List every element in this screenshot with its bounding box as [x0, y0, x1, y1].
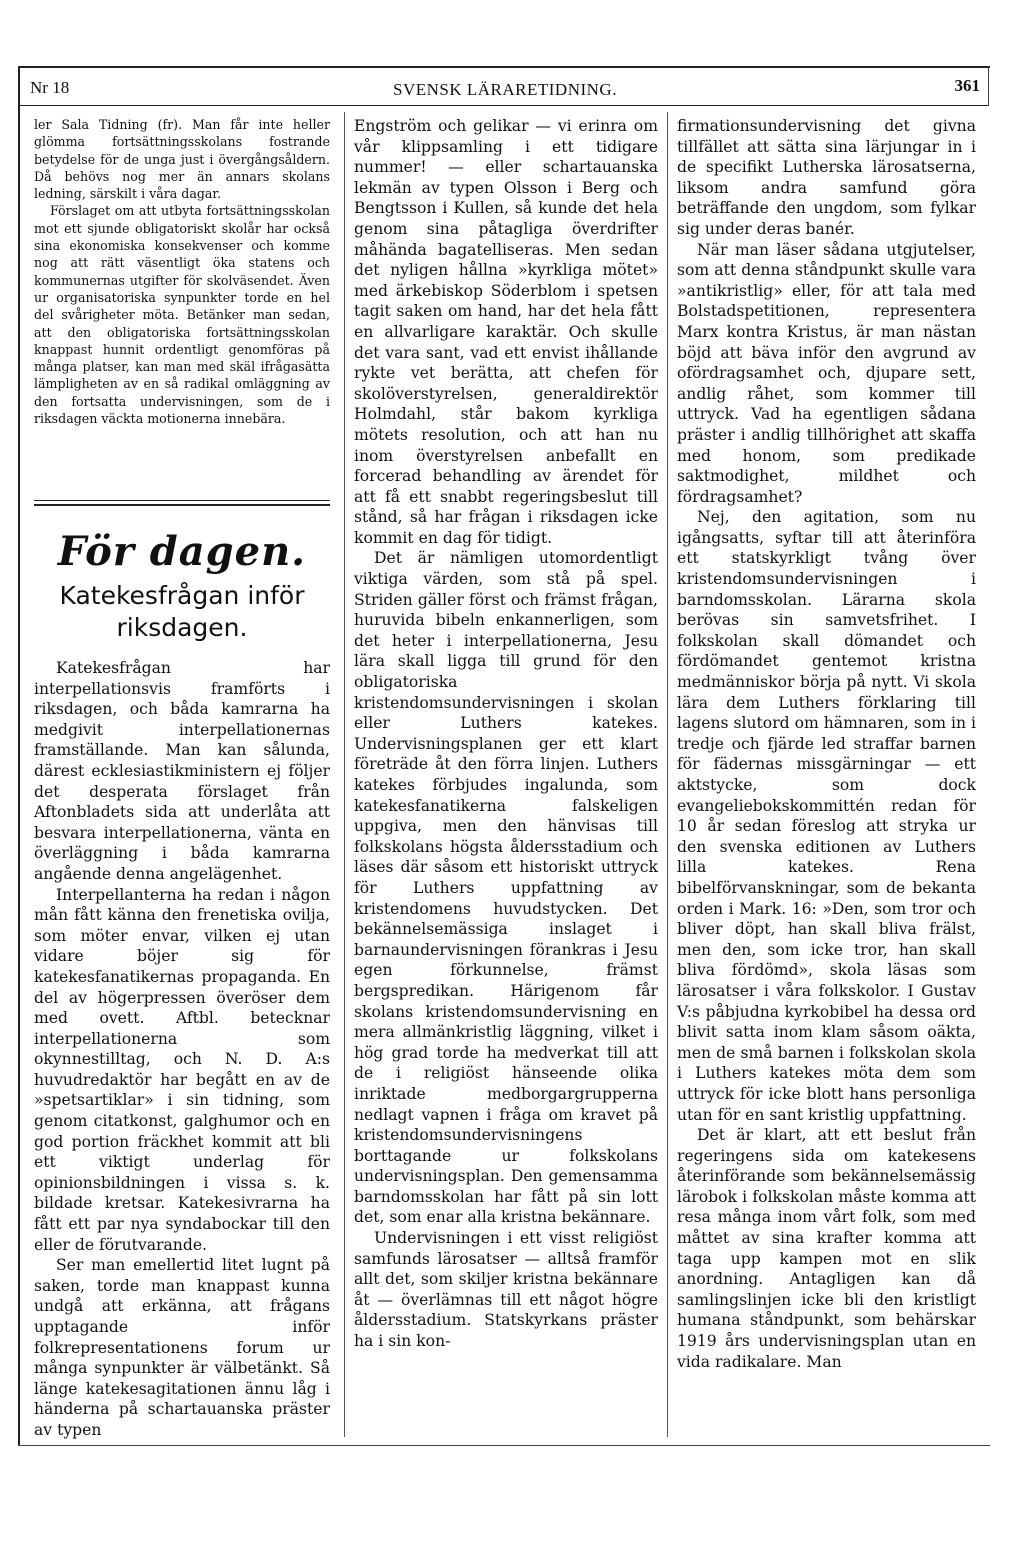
paragraph: Förslaget om att utbyta fortsättningsskolan mot ett sjunde obligatoriskt skolår har också sina ekonomiska konsekvenser och komme nog att rätt väsentligt öka statens och kommunernas utgifter för skolväsendet. Även ur organisatoriska synpunkter torde en hel del svårigheter möta. Betänker man sedan, att den obligatoriska fortsättningsskolan knappast hunnit ordentligt genomföras på många platser, kan man med skäl ifrågasätta lämpligheten av en så radikal omläggning av den fortsatta undervisningen, som de i riksdagen väckta motionerna innebära. [34, 203, 330, 427]
paragraph: Katekesfrågan har interpellationsvis framförts i riksdagen, och båda kamrarna ha medgivit interpellationernas framställande. Man kan sålunda, därest ecklesiastikministern ej följer det desperata förslaget från Aftonbladets sida att underlåta att besvara interpellationerna, vänta en överläggning i båda kamrarna angående denna angelägenhet. [34, 659, 330, 883]
paragraph: När man läser sådana utgjutelser, som att denna ståndpunkt skulle vara »antikristlig» eller, för att tala med Bolstadspetitionen, representera Marx kontra Kristus, är man nästan böjd att bäva inför den avgrund av ofördragsamhet och, djupare sett, andlig råhet, som kommer till uttryck. Vad ha egentligen sådana präster i andlig tillhörighet att skaffa med honom, som predikade saktmodighet, mildhet och fördragsamhet? [677, 240, 976, 506]
section-rule-upper [34, 500, 330, 501]
column-rule-1 [344, 112, 345, 1437]
column-1-body [34, 658, 330, 1441]
column-3 [677, 116, 976, 1372]
running-header [30, 74, 980, 104]
paragraph: ler Sala Tidning (fr). Man får inte heller glömma fortsättningsskolans fostrande betydelse för de unga just i övergångsåldern. Då behövs nog mer än annars skolans ledning, särskilt i våra dagar. [34, 117, 330, 202]
paragraph: Engström och gelikar — vi erinra om vår klippsamling i ett tidigare nummer! — eller schartauanska lekmän av typen Olsson i Berg och Bengtsson i Kullen, så kunde det hela genom sina påtagliga överdrifter måhända bagatelliseras. Men sedan det nyligen hållna »kyrkliga mötet» med ärkebiskop Söderblom i spetsen tagit saken om hand, har det hela fått en allvarligare karaktär. Och skulle det vara sant, vad ett envist ihållande rykte vet berätta, att chefen för skolöverstyrelsen, generaldirektör Holmdahl, står bakom kyrkliga mötets resolution, och att han nu inom överstyrelsen anbefallt en forcerad behandling av ärendet för att få ett snabbt regeringsbeslut till stånd, så har frågan i riksdagen icke kommit en dag för tidigt. [354, 117, 658, 547]
page-frame-bottom [18, 1445, 990, 1446]
issue-number: Nr 18 [30, 78, 70, 97]
column-1-top [34, 116, 330, 427]
page-frame-top [18, 66, 990, 68]
page-frame-left [18, 66, 20, 1446]
paragraph: Det är nämligen utomordentligt viktiga värden, som stå på spel. Striden gäller först och främst frågan, huruvida bibeln enkannerligen, som det heter i interpellationerna, Jesu lära skall ligga till grund för den obligatoriska kristendomsundervisningen i skolan eller Luthers katekes. Undervisningsplanen ger ett klart företräde åt den förra linjen. Luthers katekes förbjudes ingalunda, som katekesfanatikerna falskeligen uppgiva, men den hänvisas till folkskolans högsta åldersstadium och läses där såsom ett historiskt uttryck för Luthers uppfattning av kristendomens huvudstycken. Det bekännelsemässiga inslaget i barnaundervisningen förankras i Jesu egen förkunnelse, främst bergspredikan. Härigenom får skolans kristendomsundervisning en mera allmänkristlig läggning, vilket i hög grad torde ha medverkat till att de i religiöst hänseende olika inriktade medborgargrupperna nedlagt vapnen i fråga om kravet på kristendomsundervisningens borttagande ur folkskolans undervisningsplan. Den gemensamma barndomsskolan har fått på sin lott det, som enar alla kristna bekännare. [354, 549, 658, 1227]
paragraph: Interpellanterna ha redan i någon mån fått känna den frenetiska ovilja, som möter envar, vilken ej utan vidare böjer sig för katekesfanatikernas propaganda. En del av högerpressen överöser dem med ovett. Aftbl. betecknar interpellationerna som okynnestilltag, och N. D. A:s huvudredaktör har begått en av de »spetsartiklar» i sin tidning, som genom citatkonst, galghumor och en god portion fräckhet kommit att bli ett viktigt underlag för opinionsbildningen i vissa s. k. bildade kretsar. Katekesivrarna ha fått ett par nya syndabockar till den eller de förutvarande. [34, 885, 330, 1254]
page-frame-right [988, 66, 989, 106]
paragraph: Undervisningen i ett visst religiöst samfunds lärosatser — alltså framför allt det, som skiljer kristna bekännare åt — överlämnas till ett något högre åldersstadium. Statskyrkans präster ha i sin kon- [354, 1229, 658, 1351]
paragraph: Nej, den agitation, som nu igångsatts, syftar till att återinföra ett statskyrkligt tvång över kristendomsundervisningen i barndomsskolan. Lärarna skola berövas sin samvetsfrihet. I folkskolan skall dömandet och fördömandet gentemot kristna medmänniskor börja på nytt. Vi skola lära dem Luthers förklaring till lagens slutord om hämnaren, som in i tredje och fjärde led straffar barnen för fädernas missgärningar — ett aktstycke, som dock evangeliebokskommittén redan för 10 år sedan föreslog att stryka ur den svenska editionen av Luthers lilla katekes. Rena bibelförvanskningar, som de bekanta orden i Mark. 16: »Den, som tror och bliver döpt, han skall bliva frälst, men den, som icke tror, han skall bliva fördömd», skola läsas som lärosatser i våra folkskolor. I Gustav V:s påbjudna kyrkobibel ha dessa ord blivit satta inom klam såsom oäkta, men de små barnen i folkskolan skola i Luthers katekes möta dem som uttryck för icke blott hans personliga utan för en sant kristlig uppfattning. [677, 508, 976, 1124]
header-rule [20, 105, 988, 106]
section-rule-lower [34, 504, 330, 506]
column-2 [354, 116, 658, 1352]
article-kicker: För dagen. [57, 528, 307, 575]
paragraph: Ser man emellertid litet lugnt på saken, torde man knappast kunna undgå att erkänna, att frågans upptagande inför folkrepresentationens forum ur många synpunkter är välbetänkt. Så länge katekesagitationen ännu låg i händerna på schartauanska präster av typen [34, 1256, 330, 1439]
paragraph: firmationsundervisning det givna tillfället att sätta sina lärjungar in i de specifikt Lutherska lärosatserna, liksom andra samfund göra beträffande den ungdom, som fylkar sig under deras banér. [677, 117, 976, 238]
journal-title: SVENSK LÄRARETIDNING. [393, 80, 617, 99]
paragraph: Det är klart, att ett beslut från regeringens sida om katekesens återinförande som bekännelsemässig lärobok i folkskolan måste komma att resa många inom vårt folk, som med måttet av sina krafter komma att taga upp kampen mot en slik anordning. Antagligen kan då samlingslinjen icke bli den kristligt humana ståndpunkt, som behärskar 1919 års undervisningsplan utan en vida radikalare. Man [677, 1126, 976, 1371]
column-rule-2 [667, 112, 668, 1437]
article-heading [34, 528, 330, 644]
page-number: 361 [954, 76, 980, 95]
article-title: Katekesfrågan inför riksdagen. [59, 581, 305, 642]
